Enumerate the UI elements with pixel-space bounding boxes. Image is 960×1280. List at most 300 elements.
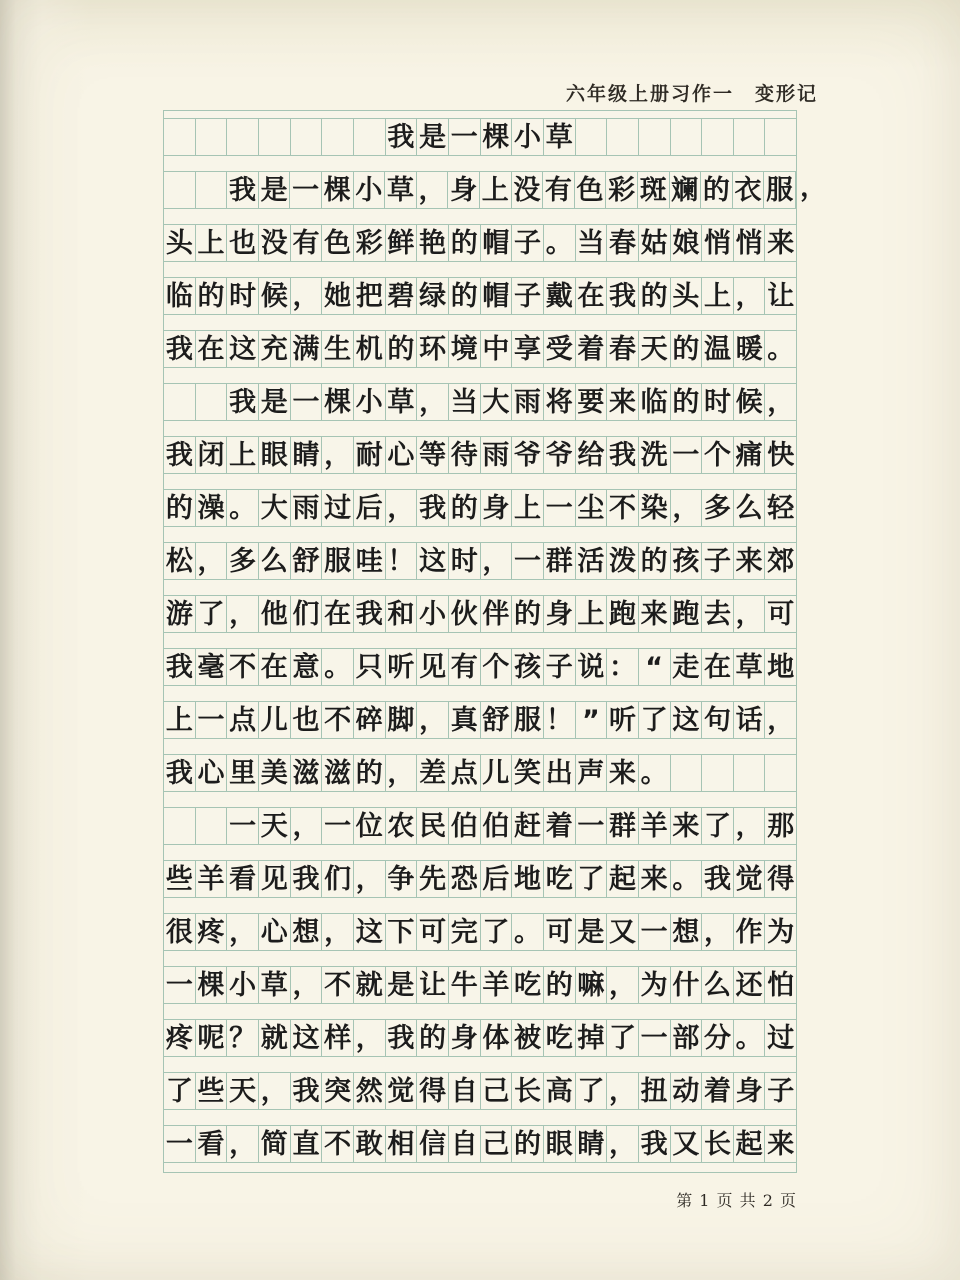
- char-cell: 斓: [670, 172, 702, 208]
- char-cell: ，: [354, 1020, 386, 1056]
- char-cell: 孩: [512, 649, 544, 685]
- char-cell: [765, 755, 796, 791]
- char-cell: ！: [544, 702, 576, 738]
- char-cell: ，: [417, 702, 449, 738]
- char-cell: 斑: [638, 172, 670, 208]
- char-cell: 真: [449, 702, 481, 738]
- char-cell: 耐: [354, 437, 386, 473]
- char-cell: 跑: [671, 596, 703, 632]
- char-cell: 我: [639, 1126, 671, 1162]
- char-cell: 赶: [512, 808, 544, 844]
- char-cell: 着: [576, 331, 608, 367]
- char-cell: 疼: [196, 914, 228, 950]
- char-cell: 我: [164, 649, 196, 685]
- char-cell: 伙: [449, 596, 481, 632]
- char-cell: 是: [576, 914, 608, 950]
- char-cell: 美: [259, 755, 291, 791]
- char-cell: 得: [417, 1073, 449, 1109]
- char-cell: 这: [291, 1020, 323, 1056]
- char-cell: ，: [702, 914, 734, 950]
- char-cell: 滋: [291, 755, 323, 791]
- char-cell: ，: [386, 755, 418, 791]
- char-cell: 着: [702, 1073, 734, 1109]
- char-cell: 尘: [576, 490, 608, 526]
- char-cell: 听: [607, 702, 639, 738]
- char-cell: 郊: [767, 545, 795, 577]
- char-cell: 在: [259, 649, 291, 685]
- char-cell: 然: [354, 1073, 386, 1109]
- char-cell: 先: [417, 861, 449, 897]
- char-cell: 上: [164, 702, 196, 738]
- char-cell: 等: [417, 437, 449, 473]
- char-cell: 了: [196, 596, 228, 632]
- char-cell: [259, 119, 291, 155]
- char-cell: 是: [259, 172, 291, 208]
- grid-row-title: [164, 118, 796, 156]
- char-cell: 一: [227, 808, 259, 844]
- char-cell: [639, 119, 671, 155]
- char-cell: 多: [702, 490, 734, 526]
- char-cell: 要: [576, 384, 608, 420]
- char-cell: 。: [639, 755, 671, 791]
- char-cell: 位: [354, 808, 386, 844]
- char-cell: ，: [227, 1126, 259, 1162]
- char-cell: 伯: [481, 808, 513, 844]
- char-cell: 帽: [481, 278, 513, 314]
- char-cell: 一: [544, 490, 576, 526]
- char-cell: 们: [322, 861, 354, 897]
- char-cell: [164, 119, 196, 155]
- char-cell: 不: [322, 702, 354, 738]
- char-cell: 一: [322, 808, 354, 844]
- char-cell: 个: [481, 649, 513, 685]
- char-cell: 姑: [639, 225, 671, 261]
- char-cell: [765, 119, 796, 155]
- char-cell: 部: [671, 1020, 703, 1056]
- char-cell: 得: [767, 863, 795, 895]
- char-cell: 的: [386, 331, 418, 367]
- char-cell: 他: [259, 596, 291, 632]
- char-cell: 自: [449, 1126, 481, 1162]
- char-cell: 点: [449, 755, 481, 791]
- char-cell: 一: [639, 1020, 671, 1056]
- char-cell: 将: [544, 384, 576, 420]
- grid-row: [164, 807, 796, 845]
- char-cell: 上: [512, 490, 544, 526]
- char-cell: 游: [164, 596, 196, 632]
- char-cell: ，: [322, 437, 354, 473]
- char-cell: 澡: [196, 490, 228, 526]
- grid-row: [164, 966, 796, 1004]
- char-cell: 一: [576, 808, 608, 844]
- char-cell: 毫: [196, 649, 228, 685]
- char-cell: 伴: [481, 596, 513, 632]
- char-cell: 长: [512, 1073, 544, 1109]
- char-cell: 见: [259, 861, 291, 897]
- grid-row: [164, 436, 796, 474]
- char-cell: 来: [639, 861, 671, 897]
- char-cell: 高: [544, 1073, 576, 1109]
- char-cell: 在: [322, 596, 354, 632]
- char-cell: 。: [512, 914, 544, 950]
- char-cell: 悄: [734, 225, 766, 261]
- char-cell: 后: [481, 861, 513, 897]
- char-cell: 是: [259, 384, 291, 420]
- char-cell: 。: [544, 225, 576, 261]
- char-cell: 她: [322, 278, 354, 314]
- char-cell: 的: [449, 225, 481, 261]
- char-cell: 绿: [417, 278, 449, 314]
- char-cell: 天: [227, 1073, 259, 1109]
- char-cell: 话: [734, 702, 766, 738]
- char-cell: 春: [607, 225, 639, 261]
- char-cell: 。: [227, 490, 259, 526]
- char-cell: ，: [481, 543, 513, 579]
- char-cell: 的: [701, 172, 733, 208]
- char-cell: 可: [544, 914, 576, 950]
- char-cell: [734, 755, 766, 791]
- char-cell: 的: [164, 490, 196, 526]
- char-cell: 声: [576, 755, 608, 791]
- char-cell: 地: [512, 861, 544, 897]
- char-cell: 艳: [417, 225, 449, 261]
- char-cell: 作: [734, 914, 766, 950]
- char-cell: [164, 808, 196, 844]
- char-cell: 中: [481, 331, 513, 367]
- char-cell: ？: [227, 1020, 259, 1056]
- char-cell: 多: [227, 543, 259, 579]
- char-cell: 候: [259, 278, 291, 314]
- char-cell: 爷: [544, 437, 576, 473]
- char-cell: 服: [322, 543, 354, 579]
- char-cell: 生: [322, 331, 354, 367]
- char-cell: 爷: [512, 437, 544, 473]
- overflow-punctuation: ，: [800, 172, 827, 203]
- char-cell: 农: [386, 808, 418, 844]
- char-cell: 听: [386, 649, 418, 685]
- char-cell: ，: [259, 1073, 291, 1109]
- char-cell: [734, 119, 766, 155]
- char-cell: 脚: [386, 702, 418, 738]
- char-cell: 我: [354, 596, 386, 632]
- char-cell: 起: [607, 861, 639, 897]
- char-cell: 想: [291, 914, 323, 950]
- char-cell: 天: [259, 808, 291, 844]
- char-cell: [354, 119, 386, 155]
- char-cell: 我: [417, 490, 449, 526]
- char-cell: 出: [544, 755, 576, 791]
- char-cell: ，: [291, 808, 323, 844]
- char-cell: 轻: [767, 492, 795, 524]
- char-cell: 就: [354, 967, 386, 1003]
- char-cell: 又: [607, 914, 639, 950]
- char-cell: 我: [607, 278, 639, 314]
- grid-row: [164, 754, 796, 792]
- char-cell: [164, 384, 196, 420]
- char-cell: 棵: [481, 119, 513, 155]
- char-cell: ，: [734, 596, 766, 632]
- char-cell: 洗: [639, 437, 671, 473]
- char-cell: 争: [386, 861, 418, 897]
- char-cell: 小: [354, 384, 386, 420]
- char-cell: 大: [481, 384, 513, 420]
- char-cell: 点: [227, 702, 259, 738]
- char-cell: [164, 172, 196, 208]
- char-cell: ，: [417, 384, 449, 420]
- char-cell: 看: [227, 861, 259, 897]
- char-cell: ”: [576, 702, 608, 738]
- char-cell: 当: [449, 384, 481, 420]
- char-cell: 碎: [354, 702, 386, 738]
- char-cell: 想: [671, 914, 703, 950]
- char-cell: 们: [291, 596, 323, 632]
- char-cell: 觉: [734, 861, 766, 897]
- char-cell: 我: [164, 331, 196, 367]
- char-cell: 疼: [164, 1020, 196, 1056]
- char-cell: 子: [544, 649, 576, 685]
- char-cell: 我: [164, 437, 196, 473]
- char-cell: 小: [354, 172, 386, 208]
- char-cell: 敢: [354, 1126, 386, 1162]
- char-cell: ！: [386, 543, 418, 579]
- char-cell: [196, 172, 228, 208]
- char-cell: 把: [354, 278, 386, 314]
- char-cell: 子: [512, 225, 544, 261]
- char-cell: 地: [767, 651, 795, 683]
- char-cell: 吃: [544, 1020, 576, 1056]
- char-cell: 身: [734, 1073, 766, 1109]
- char-cell: 儿: [481, 755, 513, 791]
- char-cell: ，: [607, 967, 639, 1003]
- char-cell: [196, 808, 228, 844]
- char-cell: 只: [354, 649, 386, 685]
- char-cell: 不: [607, 490, 639, 526]
- char-cell: 为: [767, 916, 795, 948]
- char-cell: 句: [702, 702, 734, 738]
- char-cell: 雨: [481, 437, 513, 473]
- char-cell: 让: [417, 967, 449, 1003]
- char-cell: 温: [702, 331, 734, 367]
- char-cell: 一: [639, 914, 671, 950]
- char-cell: 了: [639, 702, 671, 738]
- char-cell: 的: [544, 967, 576, 1003]
- char-cell: ：: [607, 649, 639, 685]
- char-cell: 着: [544, 808, 576, 844]
- char-cell: 和: [386, 596, 418, 632]
- char-cell: 有: [449, 649, 481, 685]
- char-cell: 草: [386, 384, 418, 420]
- char-cell: 相: [386, 1126, 418, 1162]
- char-cell: 雨: [291, 490, 323, 526]
- char-cell: 身: [449, 1020, 481, 1056]
- grid-row: [164, 595, 796, 633]
- char-cell: 戴: [544, 278, 576, 314]
- char-cell: 心: [259, 914, 291, 950]
- char-cell: 跑: [607, 596, 639, 632]
- char-cell: 走: [671, 649, 703, 685]
- composition-grid: [163, 110, 827, 1173]
- char-cell: ，: [417, 172, 449, 208]
- char-cell: 没: [512, 172, 544, 208]
- char-cell: 是: [417, 119, 449, 155]
- char-cell: 了: [702, 808, 734, 844]
- char-cell: 怕: [767, 969, 795, 1001]
- char-cell: 鲜: [386, 225, 418, 261]
- char-cell: 上: [702, 278, 734, 314]
- char-cell: 说: [576, 649, 608, 685]
- char-cell: 身: [544, 596, 576, 632]
- char-cell: 伯: [449, 808, 481, 844]
- char-cell: 为: [639, 967, 671, 1003]
- char-cell: 儿: [259, 702, 291, 738]
- char-cell: 了: [576, 861, 608, 897]
- char-cell: 一: [164, 1126, 196, 1162]
- grid-row: [164, 383, 796, 421]
- char-cell: ，: [354, 861, 386, 897]
- char-cell: 睛: [291, 437, 323, 473]
- char-cell: 么: [259, 543, 291, 579]
- char-cell: 。: [767, 333, 795, 365]
- char-cell: 的: [512, 596, 544, 632]
- char-cell: 动: [671, 1073, 703, 1109]
- char-cell: 扭: [639, 1073, 671, 1109]
- char-cell: 小: [417, 596, 449, 632]
- char-cell: 呢: [196, 1020, 228, 1056]
- char-cell: 很: [164, 914, 196, 950]
- grid-row: [164, 1072, 796, 1110]
- char-cell: 上: [576, 596, 608, 632]
- char-cell: 环: [417, 331, 449, 367]
- char-cell: 么: [702, 967, 734, 1003]
- char-cell: ，: [671, 490, 703, 526]
- char-cell: 哇: [354, 543, 386, 579]
- char-cell: 个: [702, 437, 734, 473]
- char-cell: 里: [227, 755, 259, 791]
- char-cell: 一: [449, 119, 481, 155]
- char-cell: 的: [639, 278, 671, 314]
- char-cell: 时: [449, 543, 481, 579]
- char-cell: ，: [291, 967, 323, 1003]
- grid-row: [164, 171, 827, 209]
- char-cell: 棵: [322, 172, 354, 208]
- char-cell: 色: [322, 225, 354, 261]
- char-cell: 长: [702, 1126, 734, 1162]
- char-cell: 的: [639, 543, 671, 579]
- char-cell: 觉: [386, 1073, 418, 1109]
- char-cell: 满: [291, 331, 323, 367]
- char-cell: 来: [767, 227, 795, 259]
- char-cell: 一: [671, 437, 703, 473]
- char-cell: 信: [417, 1126, 449, 1162]
- char-cell: 在: [196, 331, 228, 367]
- char-cell: 受: [544, 331, 576, 367]
- char-cell: 色: [575, 172, 607, 208]
- char-cell: 在: [576, 278, 608, 314]
- char-cell: [322, 119, 354, 155]
- char-cell: 棵: [196, 967, 228, 1003]
- page-number-label: 第 1 页 共 2 页: [676, 1191, 797, 1210]
- char-cell: 被: [512, 1020, 544, 1056]
- char-cell: 彩: [354, 225, 386, 261]
- char-cell: 过: [322, 490, 354, 526]
- char-cell: 可: [767, 598, 795, 630]
- char-cell: 来: [767, 1128, 795, 1160]
- char-cell: 一: [196, 702, 228, 738]
- char-cell: 体: [481, 1020, 513, 1056]
- char-cell: 大: [259, 490, 291, 526]
- char-cell: 牛: [449, 967, 481, 1003]
- char-cell: 雨: [512, 384, 544, 420]
- char-cell: 上: [227, 437, 259, 473]
- char-cell: 的: [449, 490, 481, 526]
- char-cell: ，: [607, 1126, 639, 1162]
- char-cell: [196, 384, 228, 420]
- char-cell: [227, 119, 259, 155]
- char-cell: 的: [354, 755, 386, 791]
- char-cell: 这: [671, 702, 703, 738]
- char-cell: 草: [259, 967, 291, 1003]
- char-cell: 眼: [259, 437, 291, 473]
- char-cell: 当: [576, 225, 608, 261]
- char-cell: 上: [196, 225, 228, 261]
- grid-row: [164, 277, 796, 315]
- grid-row: [164, 489, 796, 527]
- char-cell: 染: [639, 490, 671, 526]
- char-cell: 这: [417, 543, 449, 579]
- char-cell: 来: [734, 543, 766, 579]
- char-cell: 悄: [702, 225, 734, 261]
- char-cell: 来: [639, 596, 671, 632]
- char-cell: 舒: [291, 543, 323, 579]
- char-cell: 有: [543, 172, 575, 208]
- char-cell: 没: [259, 225, 291, 261]
- char-cell: 一: [291, 384, 323, 420]
- char-cell: 那: [767, 810, 795, 842]
- grid-row: [164, 542, 796, 580]
- char-cell: 草: [544, 119, 576, 155]
- char-cell: 去: [702, 596, 734, 632]
- char-cell: 过: [767, 1022, 795, 1054]
- char-cell: 羊: [639, 808, 671, 844]
- char-cell: 可: [417, 914, 449, 950]
- char-cell: 笑: [512, 755, 544, 791]
- char-cell: 群: [544, 543, 576, 579]
- char-cell: 给: [576, 437, 608, 473]
- char-cell: 是: [386, 967, 418, 1003]
- char-cell: 我: [291, 1073, 323, 1109]
- char-cell: 在: [702, 649, 734, 685]
- grid-row: [164, 913, 796, 951]
- char-cell: 羊: [481, 967, 513, 1003]
- char-cell: 小: [512, 119, 544, 155]
- char-cell: 暖: [734, 331, 766, 367]
- char-cell: 见: [417, 649, 449, 685]
- char-cell: 群: [607, 808, 639, 844]
- char-cell: 候: [734, 384, 766, 420]
- char-cell: ，: [196, 543, 228, 579]
- char-cell: ，: [734, 278, 766, 314]
- char-cell: ，: [607, 1073, 639, 1109]
- char-cell: 一: [512, 543, 544, 579]
- char-cell: 衣: [733, 172, 765, 208]
- char-cell: 我: [386, 1020, 418, 1056]
- char-cell: 我: [164, 755, 196, 791]
- grid-row: [164, 1125, 796, 1163]
- char-cell: 天: [639, 331, 671, 367]
- char-cell: 身: [481, 490, 513, 526]
- char-cell: 直: [291, 1126, 323, 1162]
- char-cell: 突: [322, 1073, 354, 1109]
